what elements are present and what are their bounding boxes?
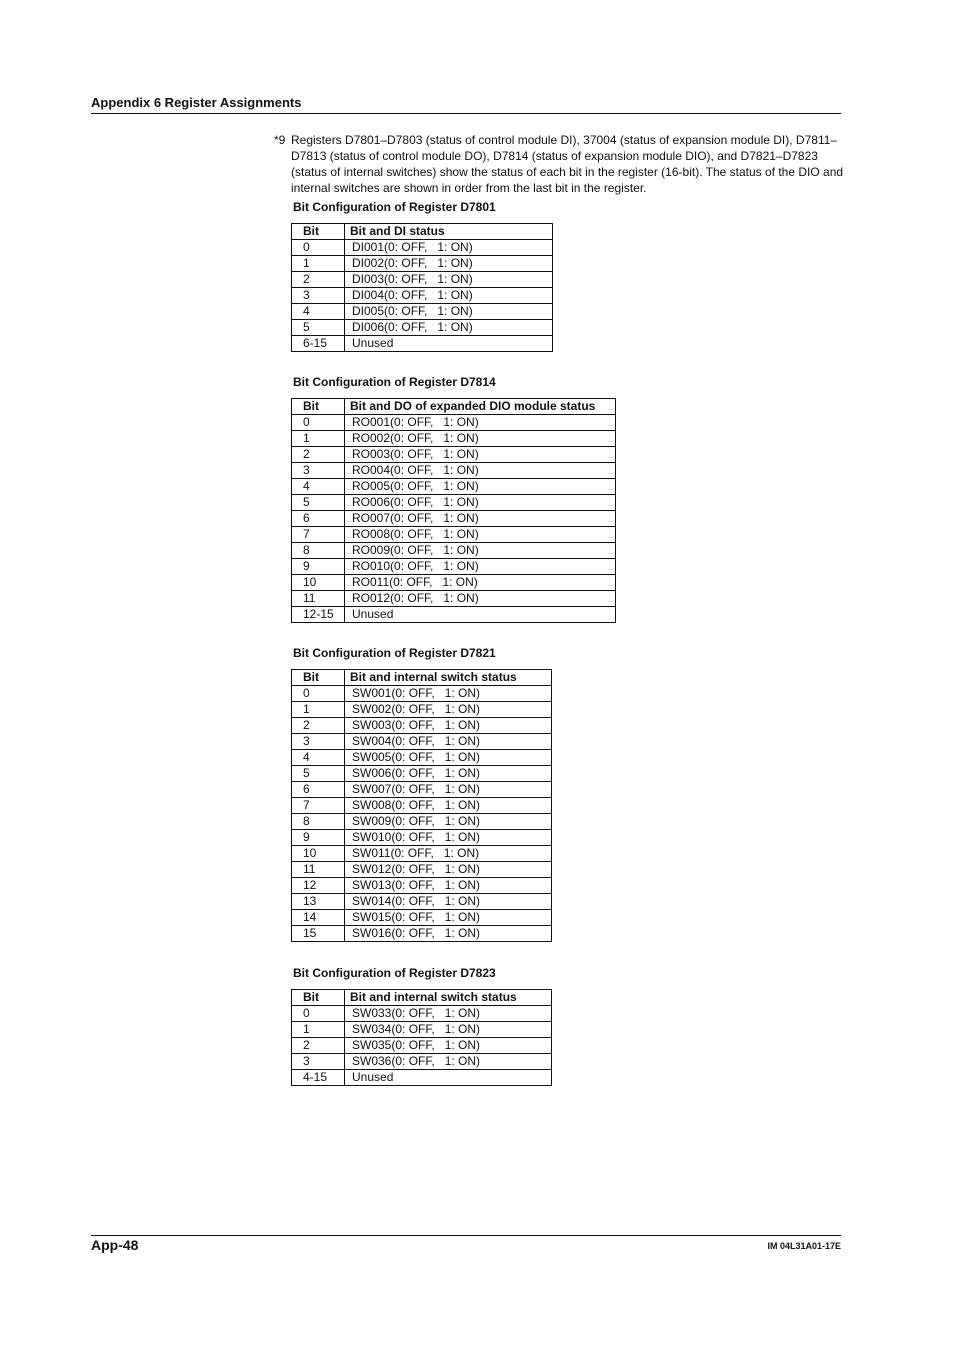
- footnote-9: [274, 132, 844, 196]
- table-header-row: [292, 399, 616, 415]
- status-cell: SW005(0: OFF, 1: ON): [345, 750, 552, 766]
- bit-cell: 4: [292, 304, 345, 320]
- status-cell: DI002(0: OFF, 1: ON): [345, 256, 553, 272]
- table-row: [292, 894, 552, 910]
- table-row: [292, 272, 553, 288]
- status-cell: Unused: [345, 607, 616, 623]
- status-cell: SW010(0: OFF, 1: ON): [345, 830, 552, 846]
- status-cell: SW006(0: OFF, 1: ON): [345, 766, 552, 782]
- status-cell: SW036(0: OFF, 1: ON): [345, 1054, 552, 1070]
- bit-cell: 2: [292, 272, 345, 288]
- table-row: [292, 511, 616, 527]
- bit-cell: 6: [292, 511, 345, 527]
- bit-cell: 14: [292, 910, 345, 926]
- table-row: [292, 1022, 552, 1038]
- bit-cell: 5: [292, 766, 345, 782]
- column-header-bit: Bit: [292, 399, 345, 415]
- table-row: [292, 431, 616, 447]
- table-row: [292, 814, 552, 830]
- column-header-status: Bit and DO of expanded DIO module status: [345, 399, 616, 415]
- table-row: [292, 1054, 552, 1070]
- table-row: [292, 750, 552, 766]
- status-cell: DI004(0: OFF, 1: ON): [345, 288, 553, 304]
- status-cell: RO010(0: OFF, 1: ON): [345, 559, 616, 575]
- status-cell: SW004(0: OFF, 1: ON): [345, 734, 552, 750]
- bit-cell: 1: [292, 256, 345, 272]
- status-cell: RO004(0: OFF, 1: ON): [345, 463, 616, 479]
- status-cell: SW033(0: OFF, 1: ON): [345, 1006, 552, 1022]
- footer-divider: [91, 1235, 841, 1236]
- column-header-status: Bit and internal switch status: [345, 670, 552, 686]
- bit-cell: 0: [292, 240, 345, 256]
- status-cell: SW015(0: OFF, 1: ON): [345, 910, 552, 926]
- status-cell: RO006(0: OFF, 1: ON): [345, 495, 616, 511]
- bit-cell: 4: [292, 479, 345, 495]
- table-row: [292, 1038, 552, 1054]
- table-row: [292, 846, 552, 862]
- bit-cell: 0: [292, 686, 345, 702]
- table-row: [292, 495, 616, 511]
- bit-cell: 12-15: [292, 607, 345, 623]
- column-header-status: Bit and DI status: [345, 224, 553, 240]
- bit-cell: 7: [292, 527, 345, 543]
- table-header-row: [292, 670, 552, 686]
- status-cell: RO003(0: OFF, 1: ON): [345, 447, 616, 463]
- footnote-text: Registers D7801–D7803 (status of control module DI), 37004 (status of expansion module DI), D7811–D7813 (status of control module DO), D7814 (status of expansion module DIO), and D7821–D7823 (status of internal switches) show the status of each bit in the register (16-bit). The status of the DIO and internal switches are shown in order from the last bit in the register.: [291, 133, 844, 195]
- table-row: [292, 702, 552, 718]
- bit-cell: 8: [292, 543, 345, 559]
- bit-cell: 4: [292, 750, 345, 766]
- table-row: [292, 336, 553, 352]
- status-cell: SW013(0: OFF, 1: ON): [345, 878, 552, 894]
- table-row: [292, 718, 552, 734]
- status-cell: DI001(0: OFF, 1: ON): [345, 240, 553, 256]
- status-cell: SW012(0: OFF, 1: ON): [345, 862, 552, 878]
- table-row: [292, 415, 616, 431]
- status-cell: SW002(0: OFF, 1: ON): [345, 702, 552, 718]
- section-title-d7801: Bit Configuration of Register D7801: [293, 200, 496, 214]
- bit-cell: 3: [292, 463, 345, 479]
- table-row: [292, 256, 553, 272]
- status-cell: RO002(0: OFF, 1: ON): [345, 431, 616, 447]
- bit-cell: 2: [292, 1038, 345, 1054]
- table-row: [292, 575, 616, 591]
- bit-cell: 0: [292, 1006, 345, 1022]
- register-table-d7801: [291, 223, 553, 352]
- footnote-mark: *9: [274, 133, 286, 147]
- bit-cell: 9: [292, 830, 345, 846]
- header-divider: [91, 113, 841, 114]
- status-cell: DI003(0: OFF, 1: ON): [345, 272, 553, 288]
- bit-cell: 3: [292, 1054, 345, 1070]
- table-row: [292, 591, 616, 607]
- bit-cell: 1: [292, 431, 345, 447]
- table-row: [292, 463, 616, 479]
- bit-cell: 2: [292, 447, 345, 463]
- bit-cell: 9: [292, 559, 345, 575]
- table-row: [292, 543, 616, 559]
- bit-cell: 2: [292, 718, 345, 734]
- table-row: [292, 830, 552, 846]
- bit-cell: 1: [292, 1022, 345, 1038]
- status-cell: Unused: [345, 1070, 552, 1086]
- column-header-bit: Bit: [292, 670, 345, 686]
- status-cell: DI005(0: OFF, 1: ON): [345, 304, 553, 320]
- table-row: [292, 559, 616, 575]
- section-title-d7814: Bit Configuration of Register D7814: [293, 375, 496, 389]
- status-cell: SW009(0: OFF, 1: ON): [345, 814, 552, 830]
- table-row: [292, 320, 553, 336]
- table-row: [292, 734, 552, 750]
- bit-cell: 11: [292, 591, 345, 607]
- register-table-d7814: [291, 398, 616, 623]
- bit-cell: 6-15: [292, 336, 345, 352]
- page-header-title: Appendix 6 Register Assignments: [91, 95, 302, 110]
- table-header-row: [292, 990, 552, 1006]
- status-cell: SW001(0: OFF, 1: ON): [345, 686, 552, 702]
- column-header-status: Bit and internal switch status: [345, 990, 552, 1006]
- status-cell: RO005(0: OFF, 1: ON): [345, 479, 616, 495]
- table-row: [292, 240, 553, 256]
- table-row: [292, 862, 552, 878]
- table-row: [292, 798, 552, 814]
- bit-cell: 12: [292, 878, 345, 894]
- table-row: [292, 910, 552, 926]
- bit-cell: 4-15: [292, 1070, 345, 1086]
- table-row: [292, 926, 552, 942]
- page-number: App-48: [91, 1237, 139, 1253]
- section-title-d7821: Bit Configuration of Register D7821: [293, 646, 496, 660]
- status-cell: RO008(0: OFF, 1: ON): [345, 527, 616, 543]
- bit-cell: 1: [292, 702, 345, 718]
- table-row: [292, 479, 616, 495]
- bit-cell: 6: [292, 782, 345, 798]
- bit-cell: 5: [292, 495, 345, 511]
- status-cell: SW035(0: OFF, 1: ON): [345, 1038, 552, 1054]
- table-row: [292, 1006, 552, 1022]
- table-row: [292, 607, 616, 623]
- status-cell: Unused: [345, 336, 553, 352]
- table-row: [292, 288, 553, 304]
- register-table-d7823: [291, 989, 552, 1086]
- bit-cell: 3: [292, 734, 345, 750]
- status-cell: SW034(0: OFF, 1: ON): [345, 1022, 552, 1038]
- status-cell: SW007(0: OFF, 1: ON): [345, 782, 552, 798]
- bit-cell: 10: [292, 846, 345, 862]
- bit-cell: 13: [292, 894, 345, 910]
- bit-cell: 11: [292, 862, 345, 878]
- register-table-d7821: [291, 669, 552, 942]
- table-row: [292, 447, 616, 463]
- table-row: [292, 766, 552, 782]
- bit-cell: 7: [292, 798, 345, 814]
- document-id: IM 04L31A01-17E: [767, 1241, 841, 1251]
- status-cell: DI006(0: OFF, 1: ON): [345, 320, 553, 336]
- status-cell: RO011(0: OFF, 1: ON): [345, 575, 616, 591]
- column-header-bit: Bit: [292, 990, 345, 1006]
- table-row: [292, 1070, 552, 1086]
- bit-cell: 3: [292, 288, 345, 304]
- status-cell: RO007(0: OFF, 1: ON): [345, 511, 616, 527]
- status-cell: SW003(0: OFF, 1: ON): [345, 718, 552, 734]
- bit-cell: 0: [292, 415, 345, 431]
- status-cell: SW008(0: OFF, 1: ON): [345, 798, 552, 814]
- bit-cell: 5: [292, 320, 345, 336]
- table-row: [292, 304, 553, 320]
- table-row: [292, 782, 552, 798]
- status-cell: SW011(0: OFF, 1: ON): [345, 846, 552, 862]
- status-cell: SW016(0: OFF, 1: ON): [345, 926, 552, 942]
- bit-cell: 8: [292, 814, 345, 830]
- table-row: [292, 686, 552, 702]
- table-row: [292, 878, 552, 894]
- section-title-d7823: Bit Configuration of Register D7823: [293, 966, 496, 980]
- table-row: [292, 527, 616, 543]
- bit-cell: 15: [292, 926, 345, 942]
- status-cell: RO001(0: OFF, 1: ON): [345, 415, 616, 431]
- bit-cell: 10: [292, 575, 345, 591]
- status-cell: RO012(0: OFF, 1: ON): [345, 591, 616, 607]
- status-cell: SW014(0: OFF, 1: ON): [345, 894, 552, 910]
- column-header-bit: Bit: [292, 224, 345, 240]
- table-header-row: [292, 224, 553, 240]
- status-cell: RO009(0: OFF, 1: ON): [345, 543, 616, 559]
